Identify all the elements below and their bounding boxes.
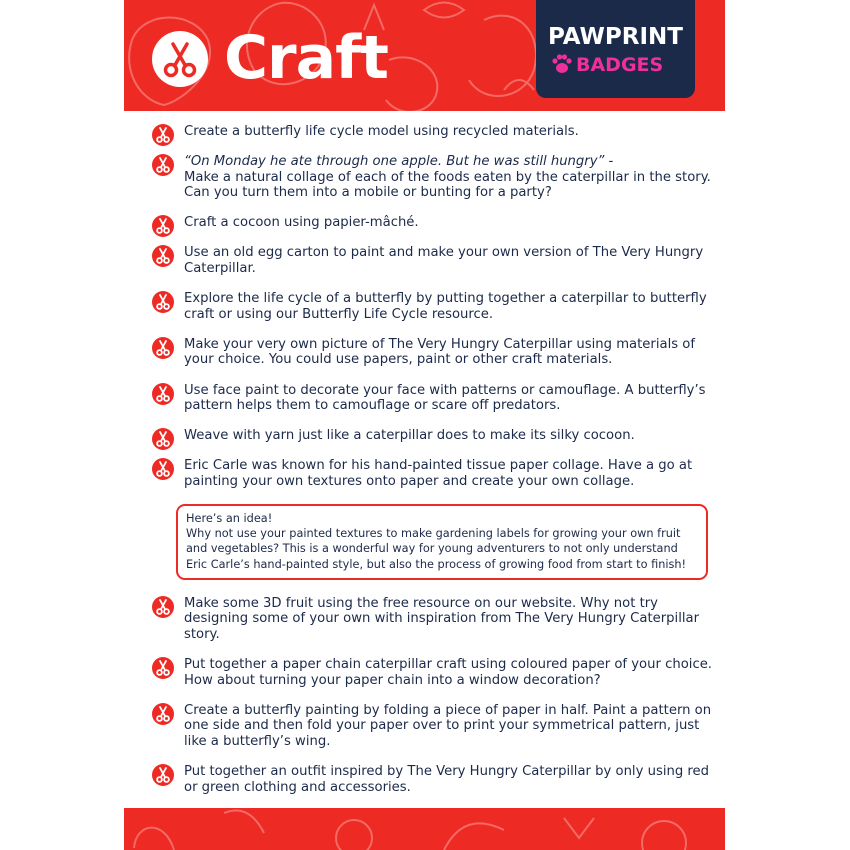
scissors-icon [152, 31, 208, 87]
scissors-bullet-icon [152, 124, 174, 146]
pawprint-badges-logo [536, 0, 695, 98]
scissors-bullet-icon [152, 245, 174, 267]
scissors-bullet-icon [152, 154, 174, 176]
idea-body: Why not use your painted textures to make gardening labels for growing your own fruit and vegetables? This is a wonderful way for young adventurers to not only understand Eric Carle’s hand-painted style, but also the process of growing food from start to finish! [186, 527, 687, 571]
scissors-bullet-icon [152, 458, 174, 480]
scissors-bullet-icon [152, 764, 174, 786]
list-item [152, 458, 712, 489]
header-banner [124, 0, 725, 111]
list-item [152, 291, 712, 322]
activity-text: Make your very own picture of The Very Hungry Caterpillar using materials of your choice. You could use papers, paint or other craft materials. [184, 336, 696, 368]
scissors-bullet-icon [152, 596, 174, 618]
list-item [152, 383, 712, 414]
list-item [152, 764, 712, 795]
footer-banner [124, 808, 725, 850]
activity-text: Weave with yarn just like a caterpillar does to make its silky cocoon. [184, 428, 635, 444]
list-item [152, 215, 712, 231]
scissors-bullet-icon [152, 703, 174, 725]
list-item [152, 428, 712, 444]
list-item [152, 124, 712, 140]
idea-heading: Here’s an idea! [186, 512, 273, 525]
story-quote: “On Monday he ate through one apple. But he was still hungry” - [184, 154, 614, 170]
activity-text: Put together an outfit inspired by The Very Hungry Caterpillar by only using red or green clothing and accessories. [184, 764, 710, 795]
list-item [152, 703, 712, 750]
brand-name-bottom: BADGES [576, 54, 664, 76]
scissors-bullet-icon [152, 657, 174, 679]
list-item [152, 245, 712, 276]
fruit-pattern-decoration [124, 808, 725, 850]
list-item [152, 596, 712, 643]
idea-callout [176, 504, 708, 580]
scissors-bullet-icon [152, 428, 174, 450]
list-item [152, 154, 712, 201]
scissors-bullet-icon [152, 215, 174, 237]
list-item [152, 657, 712, 688]
brand-name-top: PAWPRINT [548, 24, 683, 50]
craft-page [124, 0, 725, 850]
scissors-badge [152, 31, 208, 87]
activity-text: Craft a cocoon using papier-mâché. [184, 215, 419, 231]
activity-text: Use an old egg carton to paint and make your own version of The Very Hungry Caterpillar. [184, 245, 704, 277]
activity-list [152, 124, 712, 810]
activity-text: Use face paint to decorate your face with patterns or camouflage. A butterfly’s pattern helps them to camouflage or scare off predators. [184, 382, 706, 414]
activity-text: Make a natural collage of each of the foods eaten by the caterpillar in the story. Can you turn them into a mobile or bunting for a party? [184, 169, 711, 201]
scissors-bullet-icon [152, 337, 174, 359]
activity-text: Explore the life cycle of a butterfly by putting together a caterpillar to butterfly craft or using our Butterfly Life Cycle resource. [184, 291, 707, 322]
page-title: Craft [224, 23, 388, 93]
scissors-bullet-icon [152, 291, 174, 313]
list-item [152, 337, 712, 368]
paw-icon [550, 52, 574, 76]
activity-text: Eric Carle was known for his hand-painted tissue paper collage. Have a go at painting your own textures onto paper and create your own collage. [184, 458, 693, 489]
activity-text: Create a butterfly life cycle model using recycled materials. [184, 124, 579, 139]
activity-text: Make some 3D fruit using the free resource on our website. Why not try designing some of your own with inspiration from The Very Hungry Caterpillar story. [184, 595, 700, 642]
activity-text: Put together a paper chain caterpillar craft using coloured paper of your choice. How about turning your paper chain into a window decoration? [184, 657, 712, 688]
scissors-bullet-icon [152, 383, 174, 405]
activity-text: Create a butterfly painting by folding a piece of paper in half. Paint a pattern on one side and then fold your paper over to print your symmetrical pattern, just like a butterfly’s wing. [184, 702, 712, 749]
